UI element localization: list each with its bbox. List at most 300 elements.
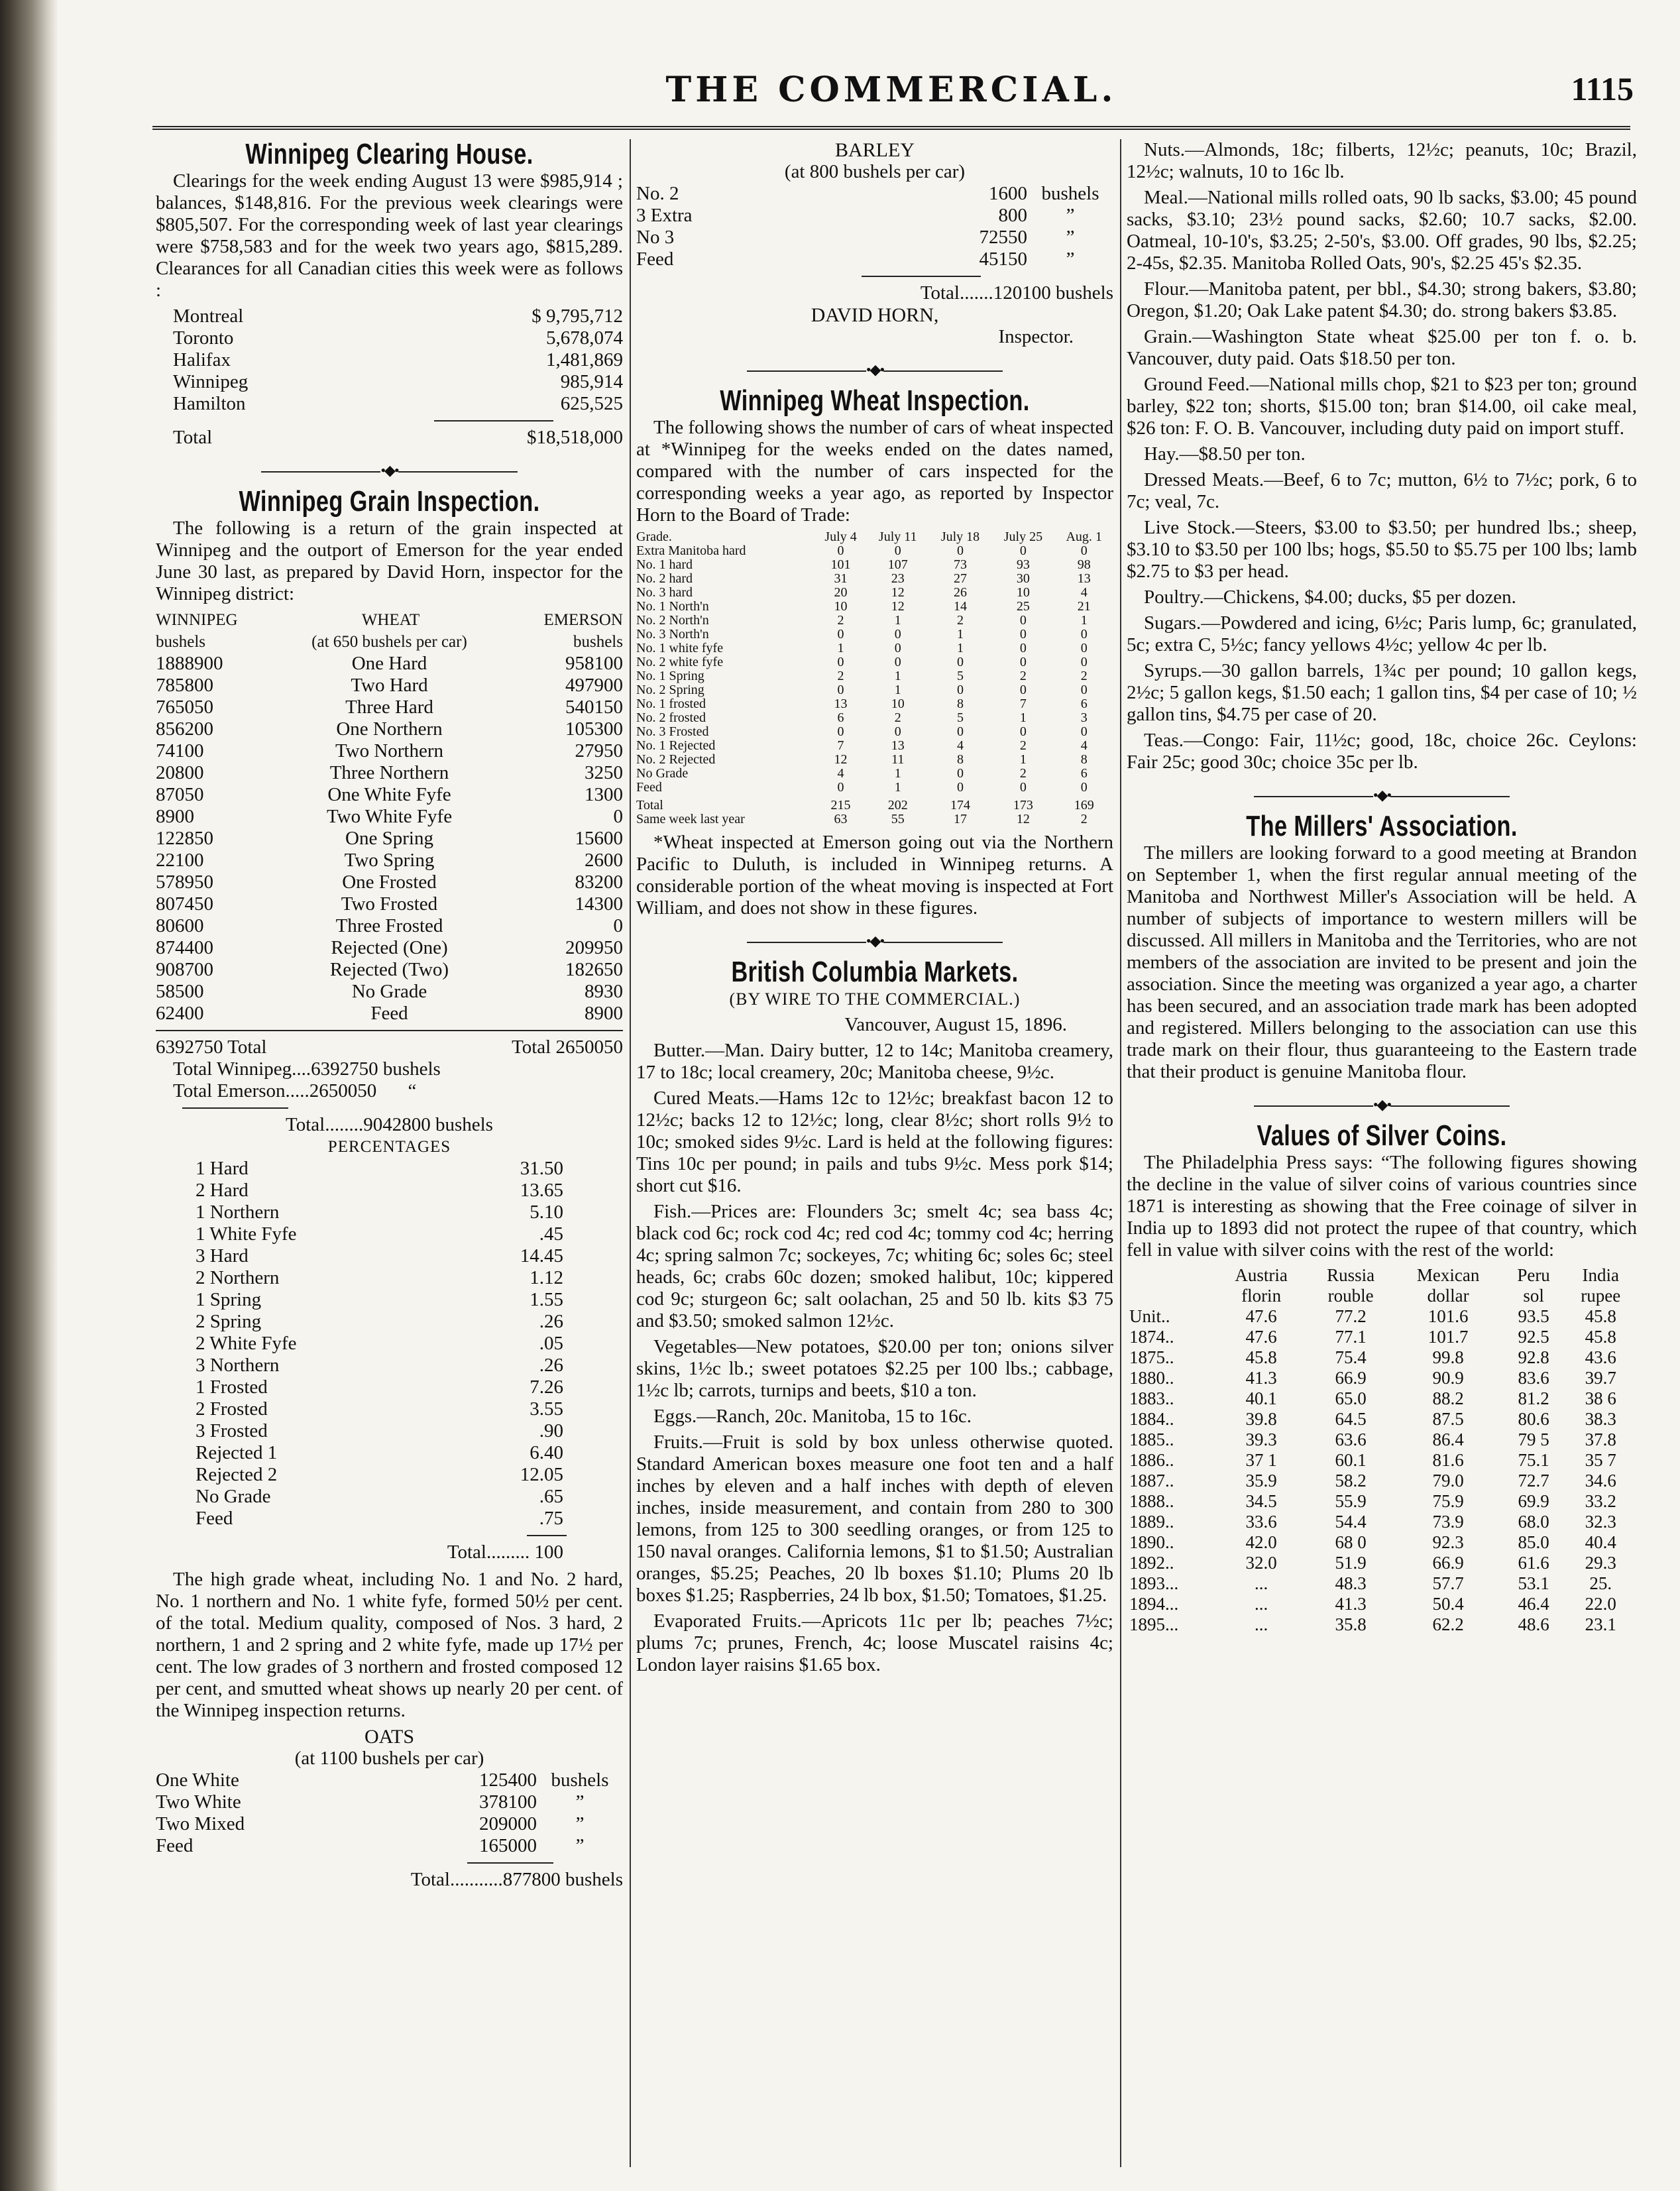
- silver-year: 1880..: [1129, 1368, 1174, 1388]
- same-week-count: 2: [1080, 812, 1088, 826]
- silver-coin-value: 58.2: [1335, 1471, 1367, 1490]
- winnipeg-bushels: 74100: [156, 740, 204, 761]
- wheat-grade: Two Spring: [344, 850, 435, 871]
- grain-total-rule: [156, 1030, 623, 1031]
- wheat-cars-count: 10: [891, 697, 905, 711]
- wheat-grade: No Grade: [636, 766, 689, 781]
- wheat-cars-count: 5: [957, 669, 964, 683]
- grain-table-rows: [156, 653, 623, 1025]
- emerson-bushels: 15600: [575, 828, 623, 849]
- emerson-bushels: 958100: [565, 653, 623, 674]
- silver-coin-value: ...: [1254, 1594, 1268, 1614]
- grain-table-row: [156, 740, 623, 762]
- silver-coin-value: 85.0: [1518, 1532, 1549, 1552]
- wheat-cars-count: 0: [1019, 627, 1027, 642]
- bc-market-paragraph: Fish.—Prices are: Flounders 3c; smelt 4c; sea bass 4c; black cod 6c; rock cod 4c; red cod 4c; tommy cod 4c; herring 4c; spring salmon 7c; sockeyes, 7c; whiting 6c; soles 6c; steel heads, 6c; crabs 60c dozen; smoked halibut, 10c; kippered cod 9c; sturgeon 6c; salt oolachan, 25 and 50 lb. kits $3 75 and $3.50; smoked salmon 12½c.: [636, 1201, 1113, 1331]
- silver-coin-value: 45.8: [1245, 1347, 1277, 1367]
- wheat-cars-count: 0: [894, 627, 901, 642]
- silver-coin-value: 75.1: [1518, 1450, 1549, 1470]
- grand-total-rule: [182, 1107, 288, 1109]
- hdr-emerson: EMERSON: [543, 611, 623, 629]
- grain-table-row: [156, 784, 623, 806]
- barley-list: [636, 183, 1113, 270]
- silver-year: 1890..: [1129, 1532, 1174, 1552]
- percentage-value: 6.40: [530, 1442, 563, 1463]
- wheat-inspection-heading: Winnipeg Wheat Inspection.: [720, 384, 1030, 417]
- silver-table-header-row: [1127, 1286, 1637, 1306]
- wheat-table-row: [636, 628, 1113, 642]
- silver-coin-value: 37.8: [1585, 1430, 1616, 1449]
- grain-table-row: [156, 893, 623, 915]
- silver-table-row: [1127, 1614, 1637, 1635]
- silver-table-row: [1127, 1532, 1637, 1553]
- emerson-bushels: 105300: [565, 718, 623, 740]
- silver-coin-value: 63.6: [1335, 1430, 1367, 1449]
- silver-coin-value: 92.3: [1432, 1532, 1464, 1552]
- wheat-cars-count: 1: [957, 627, 964, 642]
- clearing-total-row: [156, 427, 623, 449]
- silver-table-header-row: [1127, 1265, 1637, 1286]
- wheat-cars-count: 1: [894, 669, 901, 683]
- silver-coin-value: 47.6: [1245, 1306, 1277, 1326]
- silver-year: 1886..: [1129, 1450, 1174, 1470]
- market-paragraph: Hay.—$8.50 per ton.: [1144, 443, 1306, 465]
- wheat-grade: No. 1 Rejected: [636, 738, 716, 753]
- percentage-row: [196, 1333, 563, 1355]
- silver-coin-value: 39.3: [1245, 1430, 1277, 1449]
- oats-bushels: 378100: [479, 1791, 537, 1813]
- wheat-cars-count: 2: [1019, 738, 1027, 753]
- winnipeg-bushels: 22100: [156, 850, 204, 871]
- silver-coin-value: 79 5: [1518, 1430, 1549, 1449]
- silver-table-row: [1127, 1306, 1637, 1327]
- wheat-grade: No. 2 North'n: [636, 613, 709, 628]
- wheat-cars-count: 25: [1016, 599, 1030, 614]
- percentage-grade: 2 Northern: [196, 1267, 280, 1288]
- silver-coin-value: 101.6: [1428, 1306, 1469, 1326]
- barley-unit: bushels: [1041, 183, 1099, 204]
- wheat-cars-count: 2: [957, 613, 964, 628]
- silver-year: 1874..: [1129, 1327, 1174, 1347]
- emerson-bushels: 0: [613, 915, 623, 936]
- oats-row: [156, 1835, 623, 1857]
- bc-markets-heading: British Columbia Markets.: [731, 956, 1019, 988]
- barley-grade: No. 2: [636, 183, 679, 204]
- silver-coin-value: 87.5: [1432, 1409, 1464, 1429]
- silver-coin-value: 81.6: [1432, 1450, 1464, 1470]
- winnipeg-bushels: 807450: [156, 893, 213, 915]
- percentage-value: .05: [539, 1333, 563, 1354]
- wheat-cars-count: 0: [1019, 683, 1027, 697]
- wheat-grade: No. 1 Spring: [636, 669, 704, 683]
- oats-grade: One White: [156, 1770, 239, 1791]
- emerson-bushels: 209950: [565, 937, 623, 958]
- wheat-table-column-header: July 11: [878, 530, 917, 544]
- percentages-list: [156, 1158, 623, 1530]
- silver-coin-value: 35.9: [1245, 1471, 1277, 1490]
- wheat-cars-count: 10: [834, 599, 848, 614]
- oats-total: Total...........877800 bushels: [410, 1869, 623, 1890]
- grain-heading: Winnipeg Grain Inspection.: [239, 485, 540, 518]
- silver-coin-value: 48.3: [1335, 1573, 1367, 1593]
- section-ornament: •◆•: [636, 930, 1113, 952]
- bc-market-paragraph: Butter.—Man. Dairy butter, 12 to 14c; Manitoba creamery, 17 to 18c; local creamery, 20c; Manitoba cheese, 9½c.: [636, 1040, 1113, 1083]
- percentage-value: 31.50: [520, 1158, 563, 1179]
- grain-table-row: [156, 915, 623, 937]
- silver-coin-value: 66.9: [1432, 1553, 1464, 1573]
- silver-coin-value: ...: [1254, 1614, 1268, 1634]
- masthead-rule: [152, 126, 1630, 130]
- wheat-cars-count: 2: [837, 669, 844, 683]
- silver-coin-value: ...: [1254, 1573, 1268, 1593]
- wheat-inspection-note: *Wheat inspected at Emerson going out via the Northern Pacific to Duluth, is included in Winnipeg returns. A considerable portion of the wheat moving is inspected at Fort William, and does not show in these figures.: [636, 832, 1113, 919]
- silver-column-header: rupee: [1581, 1286, 1621, 1306]
- percentage-row: [196, 1311, 563, 1333]
- silver-coin-value: 38.3: [1585, 1409, 1616, 1429]
- wheat-table-row: [636, 614, 1113, 628]
- silver-coin-value: 32.0: [1245, 1553, 1277, 1573]
- percentage-grade: 3 Frosted: [196, 1420, 268, 1441]
- wheat-cars-count: 14: [954, 599, 968, 614]
- silver-table-row: [1127, 1553, 1637, 1573]
- barley-row: [636, 227, 1113, 249]
- total-emerson: Total Emerson.....2650050: [173, 1080, 377, 1101]
- oats-unit: bushels: [551, 1770, 609, 1791]
- wheat-inspection-table: [636, 530, 1113, 826]
- silver-year: 1887..: [1129, 1471, 1174, 1490]
- wheat-cars-count: 0: [957, 780, 964, 795]
- total-winnipeg: Total Winnipeg....6392750 bushels: [173, 1058, 441, 1080]
- silver-coin-value: 60.1: [1335, 1450, 1367, 1470]
- silver-coin-value: 57.7: [1432, 1573, 1464, 1593]
- silver-coin-value: 68 0: [1335, 1532, 1367, 1552]
- winnipeg-bushels: 20800: [156, 762, 204, 783]
- silver-coin-value: 35.8: [1335, 1614, 1367, 1634]
- wheat-cars-count: 7: [837, 738, 844, 753]
- clearing-city-row: [156, 393, 623, 415]
- total-emerson-row: [156, 1080, 623, 1102]
- barley-subheading: (at 800 bushels per car): [784, 161, 966, 182]
- percentage-grade: Rejected 1: [196, 1442, 278, 1463]
- oats-list: [156, 1770, 623, 1857]
- wheat-table-row: [636, 781, 1113, 795]
- percentage-row: [196, 1223, 563, 1245]
- wheat-cars-count: 93: [1016, 557, 1030, 572]
- barley-grade: No 3: [636, 227, 675, 248]
- silver-table-row: [1127, 1573, 1637, 1594]
- wheat-grade: Feed: [370, 1003, 408, 1024]
- city-clearing-value: 5,678,074: [546, 327, 623, 349]
- column-divider: [630, 139, 631, 2167]
- percentage-row: [196, 1202, 563, 1223]
- silver-table-row: [1127, 1450, 1637, 1471]
- wheat-grade: One Spring: [345, 828, 433, 849]
- masthead-title: THE COMMERCIAL.: [665, 70, 1117, 110]
- bc-dateline: Vancouver, August 15, 1896.: [844, 1014, 1067, 1035]
- wheat-cars-count: 1: [1019, 710, 1027, 725]
- silver-coin-value: 42.0: [1245, 1532, 1277, 1552]
- silver-year: 1883..: [1129, 1388, 1174, 1408]
- bc-market-paragraphs: [636, 1040, 1113, 1676]
- wheat-cars-count: 0: [894, 655, 901, 669]
- silver-coin-value: 53.1: [1518, 1573, 1549, 1593]
- silver-table-row: [1127, 1594, 1637, 1614]
- silver-coin-value: 37 1: [1245, 1450, 1277, 1470]
- oats-bushels: 165000: [479, 1835, 537, 1856]
- wheat-grade: No. 2 Rejected: [636, 752, 716, 767]
- column-1: [156, 139, 623, 1891]
- section-ornament: •◆•: [1127, 784, 1637, 806]
- wheat-table-column-header: Grade.: [636, 530, 672, 544]
- percentage-row: [196, 1398, 563, 1420]
- silver-year: 1888..: [1129, 1491, 1174, 1511]
- barley-total: Total.......120100 bushels: [920, 282, 1113, 304]
- silver-table-row: [1127, 1327, 1637, 1347]
- grain-summary: The high grade wheat, including No. 1 and No. 2 hard, No. 1 northern and No. 1 white fyfe, formed 50½ per cent. of the total. Medium quality, composed of Nos. 3 hard, 2 northern, 1 and 2 spring and 2 white fyfe, made up 17½ per cent. The low grades of 3 northern and frosted composed 12 per cent, and smutted wheat shows up nearly 20 per cent. of the Winnipeg inspection returns.: [156, 1569, 623, 1721]
- emerson-bushels: 3250: [585, 762, 623, 783]
- wheat-cars-count: 0: [837, 724, 844, 739]
- silver-coin-value: 32.3: [1585, 1512, 1616, 1532]
- same-week-count: 17: [954, 812, 968, 826]
- wheat-table-column-header: July 18: [940, 530, 980, 544]
- wheat-grade: No. 1 North'n: [636, 599, 709, 614]
- grain-total-row: [156, 1037, 623, 1058]
- wheat-cars-count: 1: [894, 766, 901, 781]
- wheat-table-same-week-row: [636, 813, 1113, 826]
- silver-coin-value: 101.7: [1428, 1327, 1469, 1347]
- emerson-bushels: 540150: [565, 697, 623, 718]
- oats-bushels: 209000: [479, 1813, 537, 1834]
- percentage-grade: 1 Frosted: [196, 1376, 268, 1398]
- section-ornament: •◆•: [636, 359, 1113, 380]
- wheat-grade: One White Fyfe: [327, 784, 451, 805]
- silver-coin-value: 93.5: [1518, 1306, 1549, 1326]
- wheat-total-count: 202: [887, 798, 908, 813]
- percentage-grade: 2 Frosted: [196, 1398, 268, 1420]
- silver-coin-value: 33.2: [1585, 1491, 1616, 1511]
- wheat-grade: No Grade: [351, 981, 427, 1002]
- hdr-bushels-right: bushels: [573, 633, 623, 651]
- barley-row: [636, 205, 1113, 227]
- silver-body: The Philadelphia Press says: “The following figures showing the decline in the value of silver coins of various countries since 1871 is interesting as showing that the Free coinage of silver in India up to 1893 did not protect the rupee of that country, which fell in value with silver coins with the rest of the world:: [1127, 1152, 1637, 1261]
- silver-year: 1875..: [1129, 1347, 1174, 1367]
- silver-coin-value: 45.8: [1585, 1306, 1616, 1326]
- total-emerson-ditto: “: [408, 1080, 417, 1101]
- wheat-cars-count: 13: [891, 738, 905, 753]
- city-name: Halifax: [173, 349, 231, 370]
- book-spine-shadow: [0, 0, 58, 2191]
- silver-coin-value: 66.9: [1335, 1368, 1367, 1388]
- silver-coin-value: 50.4: [1432, 1594, 1464, 1614]
- clearing-total-value: $18,518,000: [527, 427, 623, 448]
- clearing-city-row: [156, 349, 623, 371]
- city-clearing-value: 1,481,869: [546, 349, 623, 370]
- silver-year: 1892..: [1129, 1553, 1174, 1573]
- winnipeg-bushels: 1888900: [156, 653, 223, 674]
- grain-table-row: [156, 675, 623, 697]
- winnipeg-bushels: 874400: [156, 937, 213, 958]
- percentage-grade: 3 Northern: [196, 1355, 280, 1376]
- silver-coin-value: 46.4: [1518, 1594, 1549, 1614]
- wheat-cars-count: 0: [957, 766, 964, 781]
- column-3: [1127, 139, 1637, 1635]
- silver-column-header: India: [1582, 1265, 1619, 1285]
- silver-coin-value: 99.8: [1432, 1347, 1464, 1367]
- wheat-grade: No. 1 hard: [636, 557, 693, 572]
- percentage-grade: 2 White Fyfe: [196, 1333, 297, 1354]
- silver-coin-value: 45.8: [1585, 1327, 1616, 1347]
- wheat-cars-count: 2: [1080, 669, 1088, 683]
- silver-coin-value: 54.4: [1335, 1512, 1367, 1532]
- silver-table-row: [1127, 1347, 1637, 1368]
- percentage-value: 14.45: [520, 1245, 563, 1266]
- section-ornament: •◆•: [1127, 1094, 1637, 1115]
- silver-coin-value: 22.0: [1585, 1594, 1616, 1614]
- emerson-bushels: 8900: [585, 1003, 623, 1024]
- same-week-label: Same week last year: [636, 812, 745, 826]
- oats-total-rule: [467, 1862, 553, 1864]
- wheat-grade: Rejected (One): [331, 937, 448, 958]
- wheat-cars-count: 6: [837, 710, 844, 725]
- wheat-cars-count: 98: [1077, 557, 1091, 572]
- silver-table-row: [1127, 1388, 1637, 1409]
- silver-coin-value: 75.4: [1335, 1347, 1367, 1367]
- silver-coin-value: 25.: [1589, 1573, 1612, 1593]
- wheat-grade: Feed: [636, 780, 662, 795]
- wheat-total-count: 173: [1013, 798, 1033, 813]
- percentage-grade: 1 Spring: [196, 1289, 262, 1310]
- wheat-cars-count: 1: [1019, 752, 1027, 767]
- market-paragraph: Grain.—Washington State wheat $25.00 per ton f. o. b. Vancouver, duty paid. Oats $18.50 per ton.: [1127, 326, 1637, 369]
- silver-year: 1885..: [1129, 1430, 1174, 1449]
- percentage-grade: 2 Hard: [196, 1180, 249, 1201]
- silver-column-header: Mexican: [1416, 1265, 1480, 1285]
- wheat-table-row: [636, 725, 1113, 739]
- wheat-grade: No. 2 Spring: [636, 683, 704, 697]
- wheat-cars-count: 0: [837, 543, 844, 558]
- wheat-cars-count: 1: [837, 641, 844, 655]
- city-clearing-value: 625,525: [560, 393, 623, 414]
- wheat-cars-count: 12: [891, 585, 905, 600]
- silver-coin-value: 47.6: [1245, 1327, 1277, 1347]
- wheat-cars-count: 8: [957, 697, 964, 711]
- silver-coin-value: 23.1: [1585, 1614, 1616, 1634]
- wheat-cars-count: 11: [891, 752, 905, 767]
- wheat-cars-count: 0: [1019, 613, 1027, 628]
- wheat-grade: One Hard: [351, 653, 427, 674]
- wheat-cars-count: 13: [1077, 571, 1091, 586]
- percentage-row: [196, 1376, 563, 1398]
- wheat-cars-count: 13: [834, 697, 848, 711]
- grain-total-left: 6392750 Total: [156, 1037, 267, 1058]
- barley-bushels: 1600: [989, 183, 1027, 204]
- percentages-heading: PERCENTAGES: [327, 1138, 451, 1156]
- percentage-grade: No Grade: [196, 1486, 271, 1507]
- grain-table-row: [156, 1003, 623, 1025]
- silver-coin-value: 29.3: [1585, 1553, 1616, 1573]
- barley-grade: 3 Extra: [636, 205, 693, 226]
- percentage-grade: 1 Hard: [196, 1158, 249, 1179]
- wheat-table-row: [636, 558, 1113, 572]
- wheat-grade: Three Northern: [329, 762, 449, 783]
- silver-coin-value: 41.3: [1245, 1368, 1277, 1388]
- emerson-bushels: 8930: [585, 981, 623, 1002]
- wheat-cars-count: 0: [1080, 683, 1088, 697]
- winnipeg-bushels: 87050: [156, 784, 204, 805]
- wheat-cars-count: 23: [891, 571, 905, 586]
- silver-coin-value: 39.8: [1245, 1409, 1277, 1429]
- market-paragraph: Poultry.—Chickens, $4.00; ducks, $5 per dozen.: [1144, 587, 1516, 608]
- oats-unit: ”: [575, 1813, 585, 1834]
- oats-unit: ”: [575, 1791, 585, 1813]
- wheat-cars-count: 30: [1016, 571, 1030, 586]
- city-name: Hamilton: [173, 393, 246, 414]
- silver-column-header: Austria: [1235, 1265, 1288, 1285]
- percentage-row: [196, 1267, 563, 1289]
- percentage-row: [196, 1486, 563, 1508]
- wheat-inspection-body: The following shows the number of cars of wheat inspected at *Winnipeg for the weeks ended on the dates named, compared with the number of cars inspected for the corresponding weeks a year ago, as reported by Inspector Horn to the Board of Trade:: [636, 417, 1113, 526]
- oats-bushels: 125400: [479, 1770, 537, 1791]
- winnipeg-bushels: 785800: [156, 675, 213, 696]
- wheat-grade: No. 3 Frosted: [636, 724, 709, 739]
- market-paragraph: Flour.—Manitoba patent, per bbl., $4.30; strong bakers, $3.80; Oregon, $1.20; Oak Lake patent $4.30; do. strong bakers $3.85.: [1127, 278, 1637, 321]
- oats-grade: Feed: [156, 1835, 194, 1856]
- emerson-bushels: 27950: [575, 740, 623, 761]
- emerson-bushels: 83200: [575, 871, 623, 893]
- wheat-cars-count: 0: [957, 724, 964, 739]
- wheat-cars-count: 4: [1080, 585, 1088, 600]
- silver-coin-value: 77.1: [1335, 1327, 1367, 1347]
- silver-year: 1889..: [1129, 1512, 1174, 1532]
- silver-coin-value: 73.9: [1432, 1512, 1464, 1532]
- wheat-cars-count: 107: [887, 557, 908, 572]
- percentage-grade: 1 Northern: [196, 1202, 280, 1223]
- percentage-value: 7.26: [530, 1376, 563, 1398]
- silver-table-row: [1127, 1409, 1637, 1430]
- silver-year: Unit..: [1129, 1306, 1170, 1326]
- wheat-table-total-row: [636, 795, 1113, 813]
- silver-coin-value: 33.6: [1245, 1512, 1277, 1532]
- market-paragraph: Teas.—Congo: Fair, 11½c; good, 18c, choice 26c. Ceylons: Fair 25c; good 30c; choice 35c per lb.: [1127, 730, 1637, 773]
- percentage-value: 1.12: [530, 1267, 563, 1288]
- city-clearing-value: $ 9,795,712: [532, 306, 623, 327]
- silver-coin-value: 83.6: [1518, 1368, 1549, 1388]
- grain-table-header: [156, 609, 623, 631]
- wheat-cars-count: 0: [837, 780, 844, 795]
- clearing-city-row: [156, 371, 623, 393]
- wheat-cars-count: 0: [837, 683, 844, 697]
- barley-grade: Feed: [636, 249, 674, 270]
- percentages-total: Total......... 100: [447, 1542, 563, 1563]
- percentage-grade: 1 White Fyfe: [196, 1223, 297, 1245]
- percentage-value: 3.55: [530, 1398, 563, 1420]
- market-paragraph: Live Stock.—Steers, $3.00 to $3.50; per hundred lbs.; sheep, $3.10 to $3.50 per 100 lbs; hogs, $5.50 to $5.75 per 100 lbs; lamb $2.75 to $3 per head.: [1127, 517, 1637, 582]
- market-paragraph: Nuts.—Almonds, 18c; filberts, 12½c; peanuts, 10c; Brazil, 12½c; walnuts, 10 to 16c lb.: [1127, 139, 1637, 182]
- wheat-total-label: Total: [636, 798, 663, 813]
- percentage-value: .45: [539, 1223, 563, 1245]
- silver-coin-value: 79.0: [1432, 1471, 1464, 1490]
- percentage-value: .75: [539, 1508, 563, 1529]
- grain-table-row: [156, 653, 623, 675]
- wheat-grade: No. 2 hard: [636, 571, 693, 586]
- silver-coin-value: 81.2: [1518, 1388, 1549, 1408]
- silver-year: 1894...: [1129, 1594, 1179, 1614]
- emerson-bushels: 1300: [585, 784, 623, 805]
- bc-market-paragraph: Fruits.—Fruit is sold by box unless otherwise quoted. Standard American boxes measure one foot ten and a half inches by eleven and a half inches with depth of eleven inches, inside measurement, and contain from 280 to 300 lemons, from 125 to 300 seedling oranges, or from 125 to 150 naval oranges. California lemons, $1 to $1.50; Australian oranges, $5.25; Peaches, 20 lb boxes $1.10; Plums 20 lb boxes $1.25; Raspberries, 24 lb box, $1.50; Tomatoes, $1.25.: [636, 1432, 1113, 1606]
- wheat-cars-count: 0: [1019, 543, 1027, 558]
- silver-table-row: [1127, 1491, 1637, 1512]
- percentage-row: [196, 1289, 563, 1311]
